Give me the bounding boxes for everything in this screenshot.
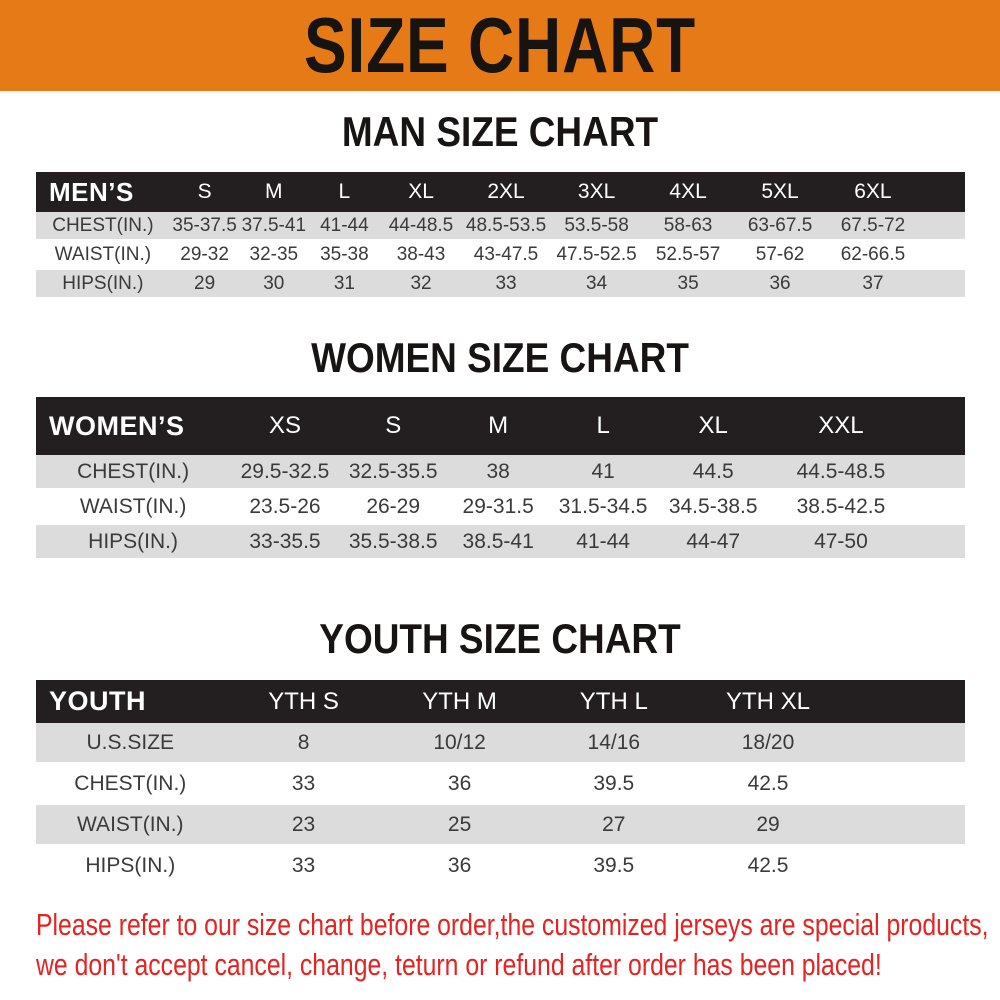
size-value-cell: 31.5-34.5 bbox=[550, 489, 657, 524]
order-policy-note-line2: we don't accept cancel, change, teturn or refund after order has been placed! bbox=[36, 947, 882, 982]
size-column-header: 5XL bbox=[734, 172, 827, 212]
table-header-row bbox=[36, 397, 965, 455]
row-label: HIPS(IN.) bbox=[36, 524, 230, 559]
table-corner-label: MEN’S bbox=[36, 172, 170, 212]
row-label: CHEST(IN.) bbox=[36, 212, 170, 240]
table-row bbox=[36, 524, 965, 559]
filler-cell bbox=[845, 680, 965, 723]
filler-cell bbox=[845, 845, 965, 886]
size-value-cell: 35 bbox=[643, 269, 734, 298]
size-value-cell: 23 bbox=[225, 804, 383, 845]
size-value-cell: 47-50 bbox=[770, 524, 912, 559]
size-value-cell: 33 bbox=[461, 269, 550, 298]
youth-size-chart-title: YOUTH SIZE CHART bbox=[319, 615, 681, 662]
filler-cell bbox=[912, 397, 965, 455]
size-value-cell: 42.5 bbox=[691, 845, 845, 886]
size-column-header: 2XL bbox=[461, 172, 550, 212]
size-value-cell: 29 bbox=[170, 269, 240, 298]
filler-cell bbox=[919, 212, 965, 240]
size-column-header: 3XL bbox=[551, 172, 643, 212]
size-value-cell: 67.5-72 bbox=[827, 212, 920, 240]
table-row bbox=[36, 489, 965, 524]
filler-cell bbox=[912, 489, 965, 524]
size-value-cell: 18/20 bbox=[691, 723, 845, 763]
size-value-cell: 47.5-52.5 bbox=[551, 240, 643, 269]
filler-cell bbox=[845, 804, 965, 845]
size-value-cell: 34 bbox=[551, 269, 643, 298]
filler-cell bbox=[919, 269, 965, 298]
size-column-header: YTH L bbox=[537, 680, 691, 723]
size-value-cell: 39.5 bbox=[537, 763, 691, 804]
size-value-cell: 39.5 bbox=[537, 845, 691, 886]
women-size-table bbox=[36, 397, 965, 560]
filler-cell bbox=[912, 455, 965, 489]
size-value-cell: 35-37.5 bbox=[170, 212, 240, 240]
table-row bbox=[36, 269, 965, 298]
row-label: CHEST(IN.) bbox=[36, 455, 230, 489]
size-value-cell: 33-35.5 bbox=[230, 524, 340, 559]
filler-cell bbox=[919, 240, 965, 269]
row-label: HIPS(IN.) bbox=[36, 845, 225, 886]
size-value-cell: 29 bbox=[691, 804, 845, 845]
size-value-cell: 48.5-53.5 bbox=[461, 212, 550, 240]
size-value-cell: 23.5-26 bbox=[230, 489, 340, 524]
filler-cell bbox=[845, 763, 965, 804]
size-value-cell: 62-66.5 bbox=[827, 240, 920, 269]
table-row bbox=[36, 763, 965, 804]
size-column-header: L bbox=[308, 172, 380, 212]
size-value-cell: 32 bbox=[381, 269, 462, 298]
size-value-cell: 41-44 bbox=[550, 524, 657, 559]
order-policy-note-line1: Please refer to our size chart before order,the customized jerseys are special products, bbox=[36, 907, 989, 942]
size-value-cell: 37 bbox=[827, 269, 920, 298]
size-value-cell: 38-43 bbox=[381, 240, 462, 269]
man-size-chart-title: MAN SIZE CHART bbox=[341, 108, 659, 155]
size-value-cell: 36 bbox=[383, 763, 537, 804]
size-value-cell: 27 bbox=[537, 804, 691, 845]
size-value-cell: 38 bbox=[447, 455, 550, 489]
size-value-cell: 29-31.5 bbox=[447, 489, 550, 524]
banner-title: SIZE CHART bbox=[304, 1, 696, 89]
table-row bbox=[36, 240, 965, 269]
table-header-row bbox=[36, 680, 965, 723]
table-row bbox=[36, 455, 965, 489]
size-value-cell: 41 bbox=[550, 455, 657, 489]
size-column-header: M bbox=[239, 172, 308, 212]
size-value-cell: 29-32 bbox=[170, 240, 240, 269]
size-value-cell: 8 bbox=[225, 723, 383, 763]
size-value-cell: 63-67.5 bbox=[734, 212, 827, 240]
size-column-header: YTH S bbox=[225, 680, 383, 723]
size-column-header: S bbox=[170, 172, 240, 212]
size-column-header: 4XL bbox=[643, 172, 734, 212]
row-label: WAIST(IN.) bbox=[36, 240, 170, 269]
table-header-row bbox=[36, 172, 965, 212]
size-value-cell: 52.5-57 bbox=[643, 240, 734, 269]
size-value-cell: 26-29 bbox=[340, 489, 447, 524]
size-value-cell: 33 bbox=[225, 845, 383, 886]
size-value-cell: 31 bbox=[308, 269, 380, 298]
size-value-cell: 10/12 bbox=[383, 723, 537, 763]
size-value-cell: 43-47.5 bbox=[461, 240, 550, 269]
row-label: U.S.SIZE bbox=[36, 723, 225, 763]
size-column-header: M bbox=[447, 397, 550, 455]
size-column-header: XS bbox=[230, 397, 340, 455]
size-value-cell: 38.5-42.5 bbox=[770, 489, 912, 524]
size-value-cell: 35.5-38.5 bbox=[340, 524, 447, 559]
size-column-header: XL bbox=[657, 397, 770, 455]
youth-size-table bbox=[36, 680, 965, 887]
size-value-cell: 58-63 bbox=[643, 212, 734, 240]
size-value-cell: 29.5-32.5 bbox=[230, 455, 340, 489]
row-label: WAIST(IN.) bbox=[36, 804, 225, 845]
size-chart-banner bbox=[0, 0, 1000, 91]
size-value-cell: 57-62 bbox=[734, 240, 827, 269]
table-corner-label: YOUTH bbox=[36, 680, 225, 723]
size-column-header: YTH XL bbox=[691, 680, 845, 723]
size-value-cell: 14/16 bbox=[537, 723, 691, 763]
row-label: CHEST(IN.) bbox=[36, 763, 225, 804]
order-policy-note bbox=[36, 905, 996, 985]
size-value-cell: 37.5-41 bbox=[239, 212, 308, 240]
table-row bbox=[36, 845, 965, 886]
size-column-header: S bbox=[340, 397, 447, 455]
size-column-header: L bbox=[550, 397, 657, 455]
table-row bbox=[36, 723, 965, 763]
size-column-header: XL bbox=[381, 172, 462, 212]
size-value-cell: 36 bbox=[734, 269, 827, 298]
size-value-cell: 35-38 bbox=[308, 240, 380, 269]
size-value-cell: 44.5 bbox=[657, 455, 770, 489]
row-label: HIPS(IN.) bbox=[36, 269, 170, 298]
size-value-cell: 36 bbox=[383, 845, 537, 886]
size-value-cell: 44-47 bbox=[657, 524, 770, 559]
size-column-header: 6XL bbox=[827, 172, 920, 212]
size-value-cell: 33 bbox=[225, 763, 383, 804]
size-value-cell: 32-35 bbox=[239, 240, 308, 269]
filler-cell bbox=[912, 524, 965, 559]
size-value-cell: 38.5-41 bbox=[447, 524, 550, 559]
row-label: WAIST(IN.) bbox=[36, 489, 230, 524]
men-size-table bbox=[36, 172, 965, 299]
filler-cell bbox=[919, 172, 965, 212]
size-value-cell: 34.5-38.5 bbox=[657, 489, 770, 524]
size-value-cell: 44-48.5 bbox=[381, 212, 462, 240]
women-size-chart-title: WOMEN SIZE CHART bbox=[311, 334, 689, 381]
size-value-cell: 32.5-35.5 bbox=[340, 455, 447, 489]
table-row bbox=[36, 804, 965, 845]
table-row bbox=[36, 212, 965, 240]
size-value-cell: 25 bbox=[383, 804, 537, 845]
size-value-cell: 53.5-58 bbox=[551, 212, 643, 240]
size-column-header: YTH M bbox=[383, 680, 537, 723]
filler-cell bbox=[845, 723, 965, 763]
table-corner-label: WOMEN’S bbox=[36, 397, 230, 455]
size-value-cell: 42.5 bbox=[691, 763, 845, 804]
size-value-cell: 44.5-48.5 bbox=[770, 455, 912, 489]
size-value-cell: 30 bbox=[239, 269, 308, 298]
size-column-header: XXL bbox=[770, 397, 912, 455]
size-value-cell: 41-44 bbox=[308, 212, 380, 240]
